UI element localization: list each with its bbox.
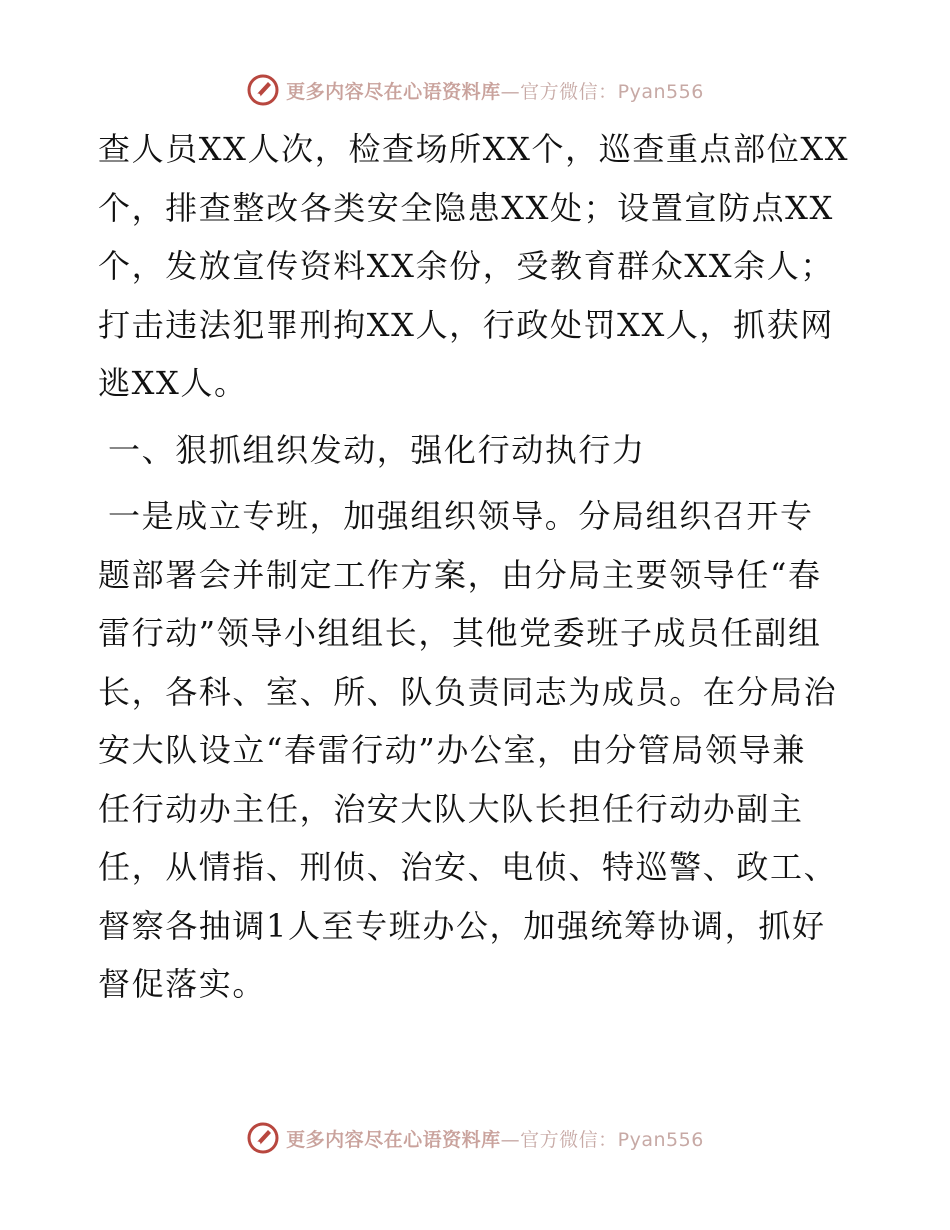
paragraph-line: 题部署会并制定工作方案，由分局主要领导任“春	[98, 555, 822, 594]
header-contact: 官方微信：Pyan556	[520, 80, 704, 103]
paragraph-line: 安大队设立“春雷行动”办公室，由分管局领导兼	[98, 731, 806, 769]
section-heading: 一、狠抓组织发动，强化行动执行力	[108, 430, 646, 469]
intro-line: 个，排查整改各类安全隐患XX处；设置宣防点XX	[98, 188, 834, 227]
logo-icon	[246, 73, 280, 107]
footer-separator: —	[500, 1128, 521, 1151]
paragraph-line: 一是成立专班，加强组织领导。分局组织召开专	[108, 497, 814, 535]
footer-banner	[0, 1118, 950, 1158]
footer-brand: 更多内容尽在心语资料库	[286, 1128, 501, 1151]
header-separator: —	[500, 80, 521, 103]
intro-line: 逃XX人。	[98, 364, 248, 402]
intro-line: 查人员XX人次，检查场所XX个，巡查重点部位XX	[98, 130, 850, 168]
intro-line: 打击违法犯罪刑拘XX人，行政处罚XX人，抓获网	[98, 305, 834, 344]
header-brand: 更多内容尽在心语资料库	[286, 80, 501, 103]
paragraph-line: 雷行动”领导小组组长，其他党委班子成员任副组	[98, 614, 822, 652]
paragraph-line: 任行动办主任，治安大队大队长担任行动办副主	[98, 789, 804, 828]
document-body	[98, 120, 858, 1014]
header-banner-text	[286, 77, 704, 104]
paragraph-line: 督察各抽调1人至专班办公，加强统筹协调，抓好	[98, 906, 826, 945]
footer-banner-text	[286, 1125, 704, 1152]
header-banner	[0, 70, 950, 110]
paragraph-line: 长，各科、室、所、队负责同志为成员。在分局治	[98, 672, 838, 711]
logo-icon	[246, 1121, 280, 1155]
footer-contact: 官方微信：Pyan556	[520, 1128, 704, 1151]
paragraph-line: 任，从情指、刑侦、治安、电侦、特巡警、政工、	[98, 848, 838, 886]
intro-line: 个，发放宣传资料XX余份，受教育群众XX余人；	[98, 247, 834, 285]
paragraph-line: 督促落实。	[98, 965, 267, 1003]
